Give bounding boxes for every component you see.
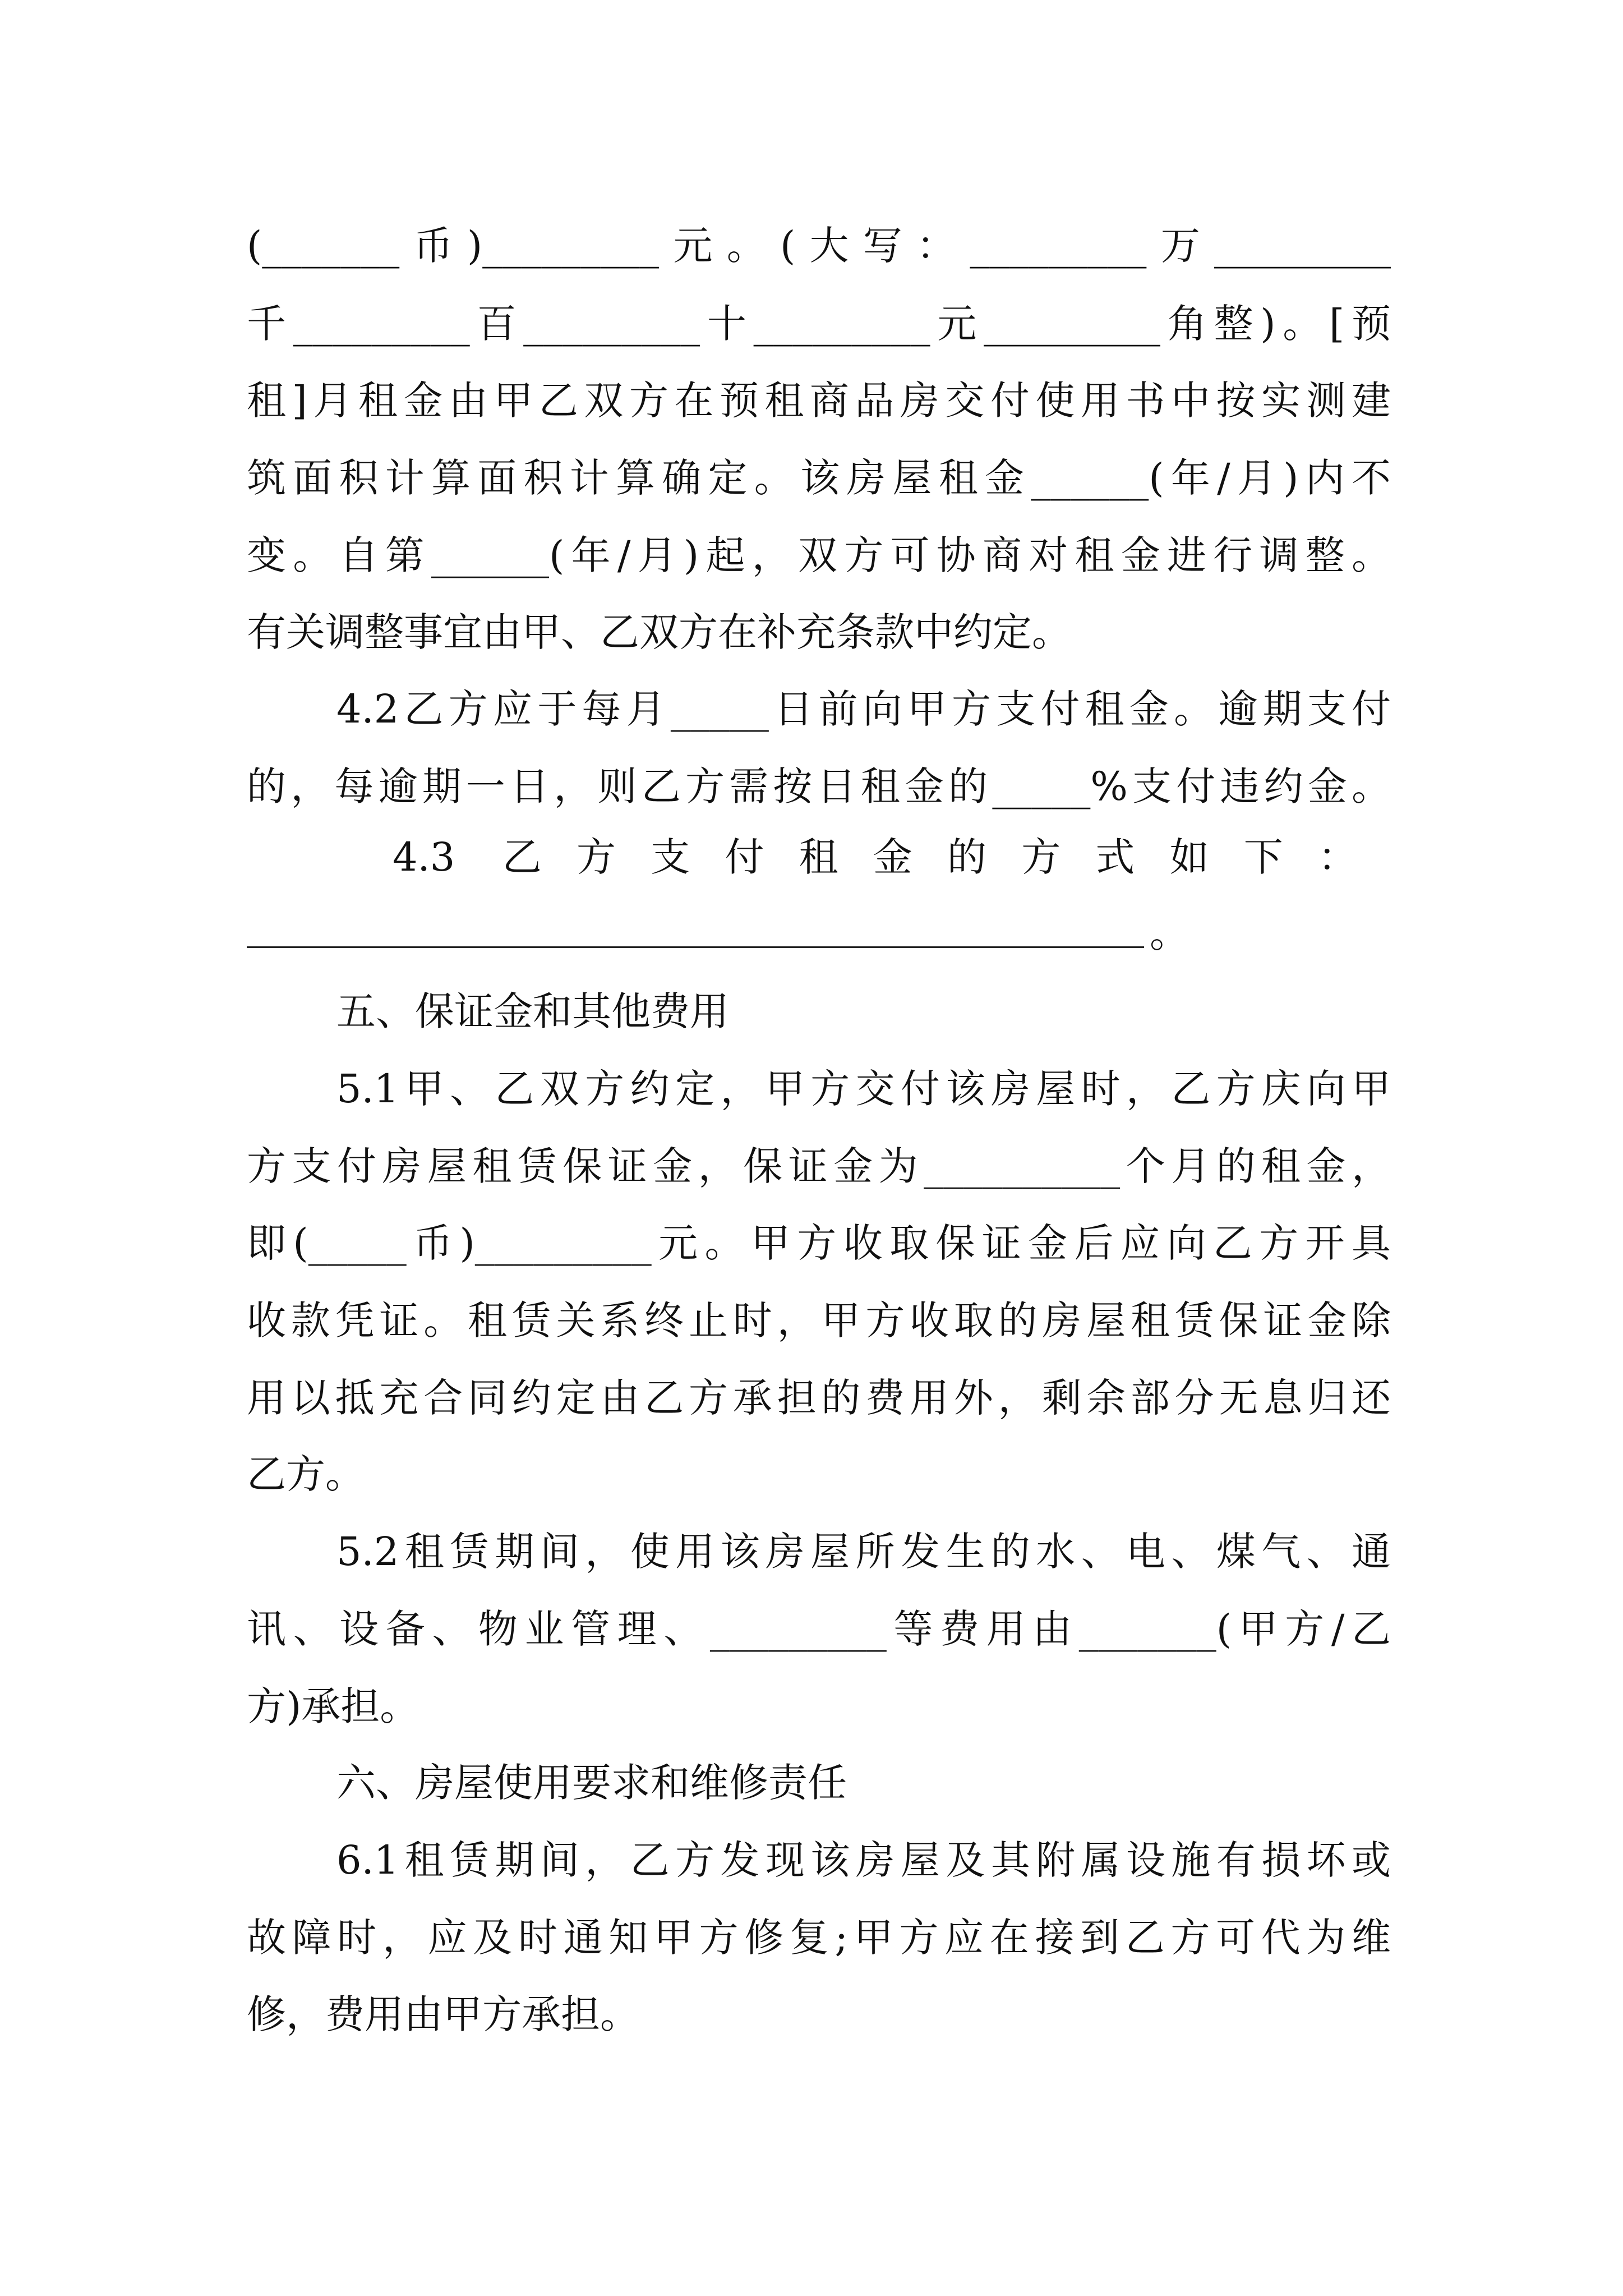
clause-4-3: 4.3 乙方支付租金的方式如下：: [393, 834, 1357, 880]
text-line: 租]月租金由甲乙双方在预租商品房交付使用书中按实测建: [247, 378, 1391, 424]
text-line: 有关调整事宜由甲、乙双方在补充条款中约定。: [247, 609, 1071, 655]
section-heading-5: 五、保证金和其他费用: [336, 988, 729, 1034]
clause-4-2: 4.2乙方应于每月_____日前向甲方支付租金。逾期支付: [336, 686, 1391, 732]
clause-5-1: 5.1甲、乙双方约定，甲方交付该房屋时，乙方庆向甲: [336, 1066, 1391, 1112]
text-line: 方)承担。: [247, 1683, 419, 1729]
text-line: 讯、设备、物业管理、_________等费用由_______(甲方/乙: [247, 1606, 1391, 1652]
fill-in-blank-line: [247, 946, 1144, 948]
text-line: 筑面积计算面积计算确定。该房屋租金______(年/月)内不: [247, 455, 1391, 501]
text-line: 即(_____币)_________元。甲方收取保证金后应向乙方开具: [247, 1220, 1391, 1266]
text-line: 变。自第______(年/月)起，双方可协商对租金进行调整。: [247, 532, 1391, 578]
text-line: 乙方。: [247, 1451, 365, 1497]
text-line: 收款凭证。租赁关系终止时，甲方收取的房屋租赁保证金除: [247, 1297, 1391, 1343]
clause-6-1: 6.1租赁期间，乙方发现该房屋及其附属设施有损坏或: [336, 1837, 1391, 1883]
text-line: 修，费用由甲方承担。: [247, 1991, 639, 2037]
text-line: 千_________百_________十_________元_________角整)。[预: [247, 301, 1391, 347]
text-line: 故障时，应及时通知甲方修复;甲方应在接到乙方可代为维: [247, 1915, 1391, 1961]
section-heading-6: 六、房屋使用要求和维修责任: [336, 1760, 847, 1806]
text-line: 方支付房屋租赁保证金，保证金为__________个月的租金，: [247, 1143, 1391, 1189]
text-line: 的，每逾期一日，则乙方需按日租金的_____%支付违约金。: [247, 763, 1391, 809]
text-line: 。: [1150, 910, 1189, 956]
text-line: (_______币)_________元。(大写：_________万_________: [247, 223, 1391, 269]
clause-5-2: 5.2租赁期间，使用该房屋所发生的水、电、煤气、通: [336, 1529, 1391, 1575]
text-line: 用以抵充合同约定由乙方承担的费用外，剩余部分无息归还: [247, 1375, 1391, 1421]
